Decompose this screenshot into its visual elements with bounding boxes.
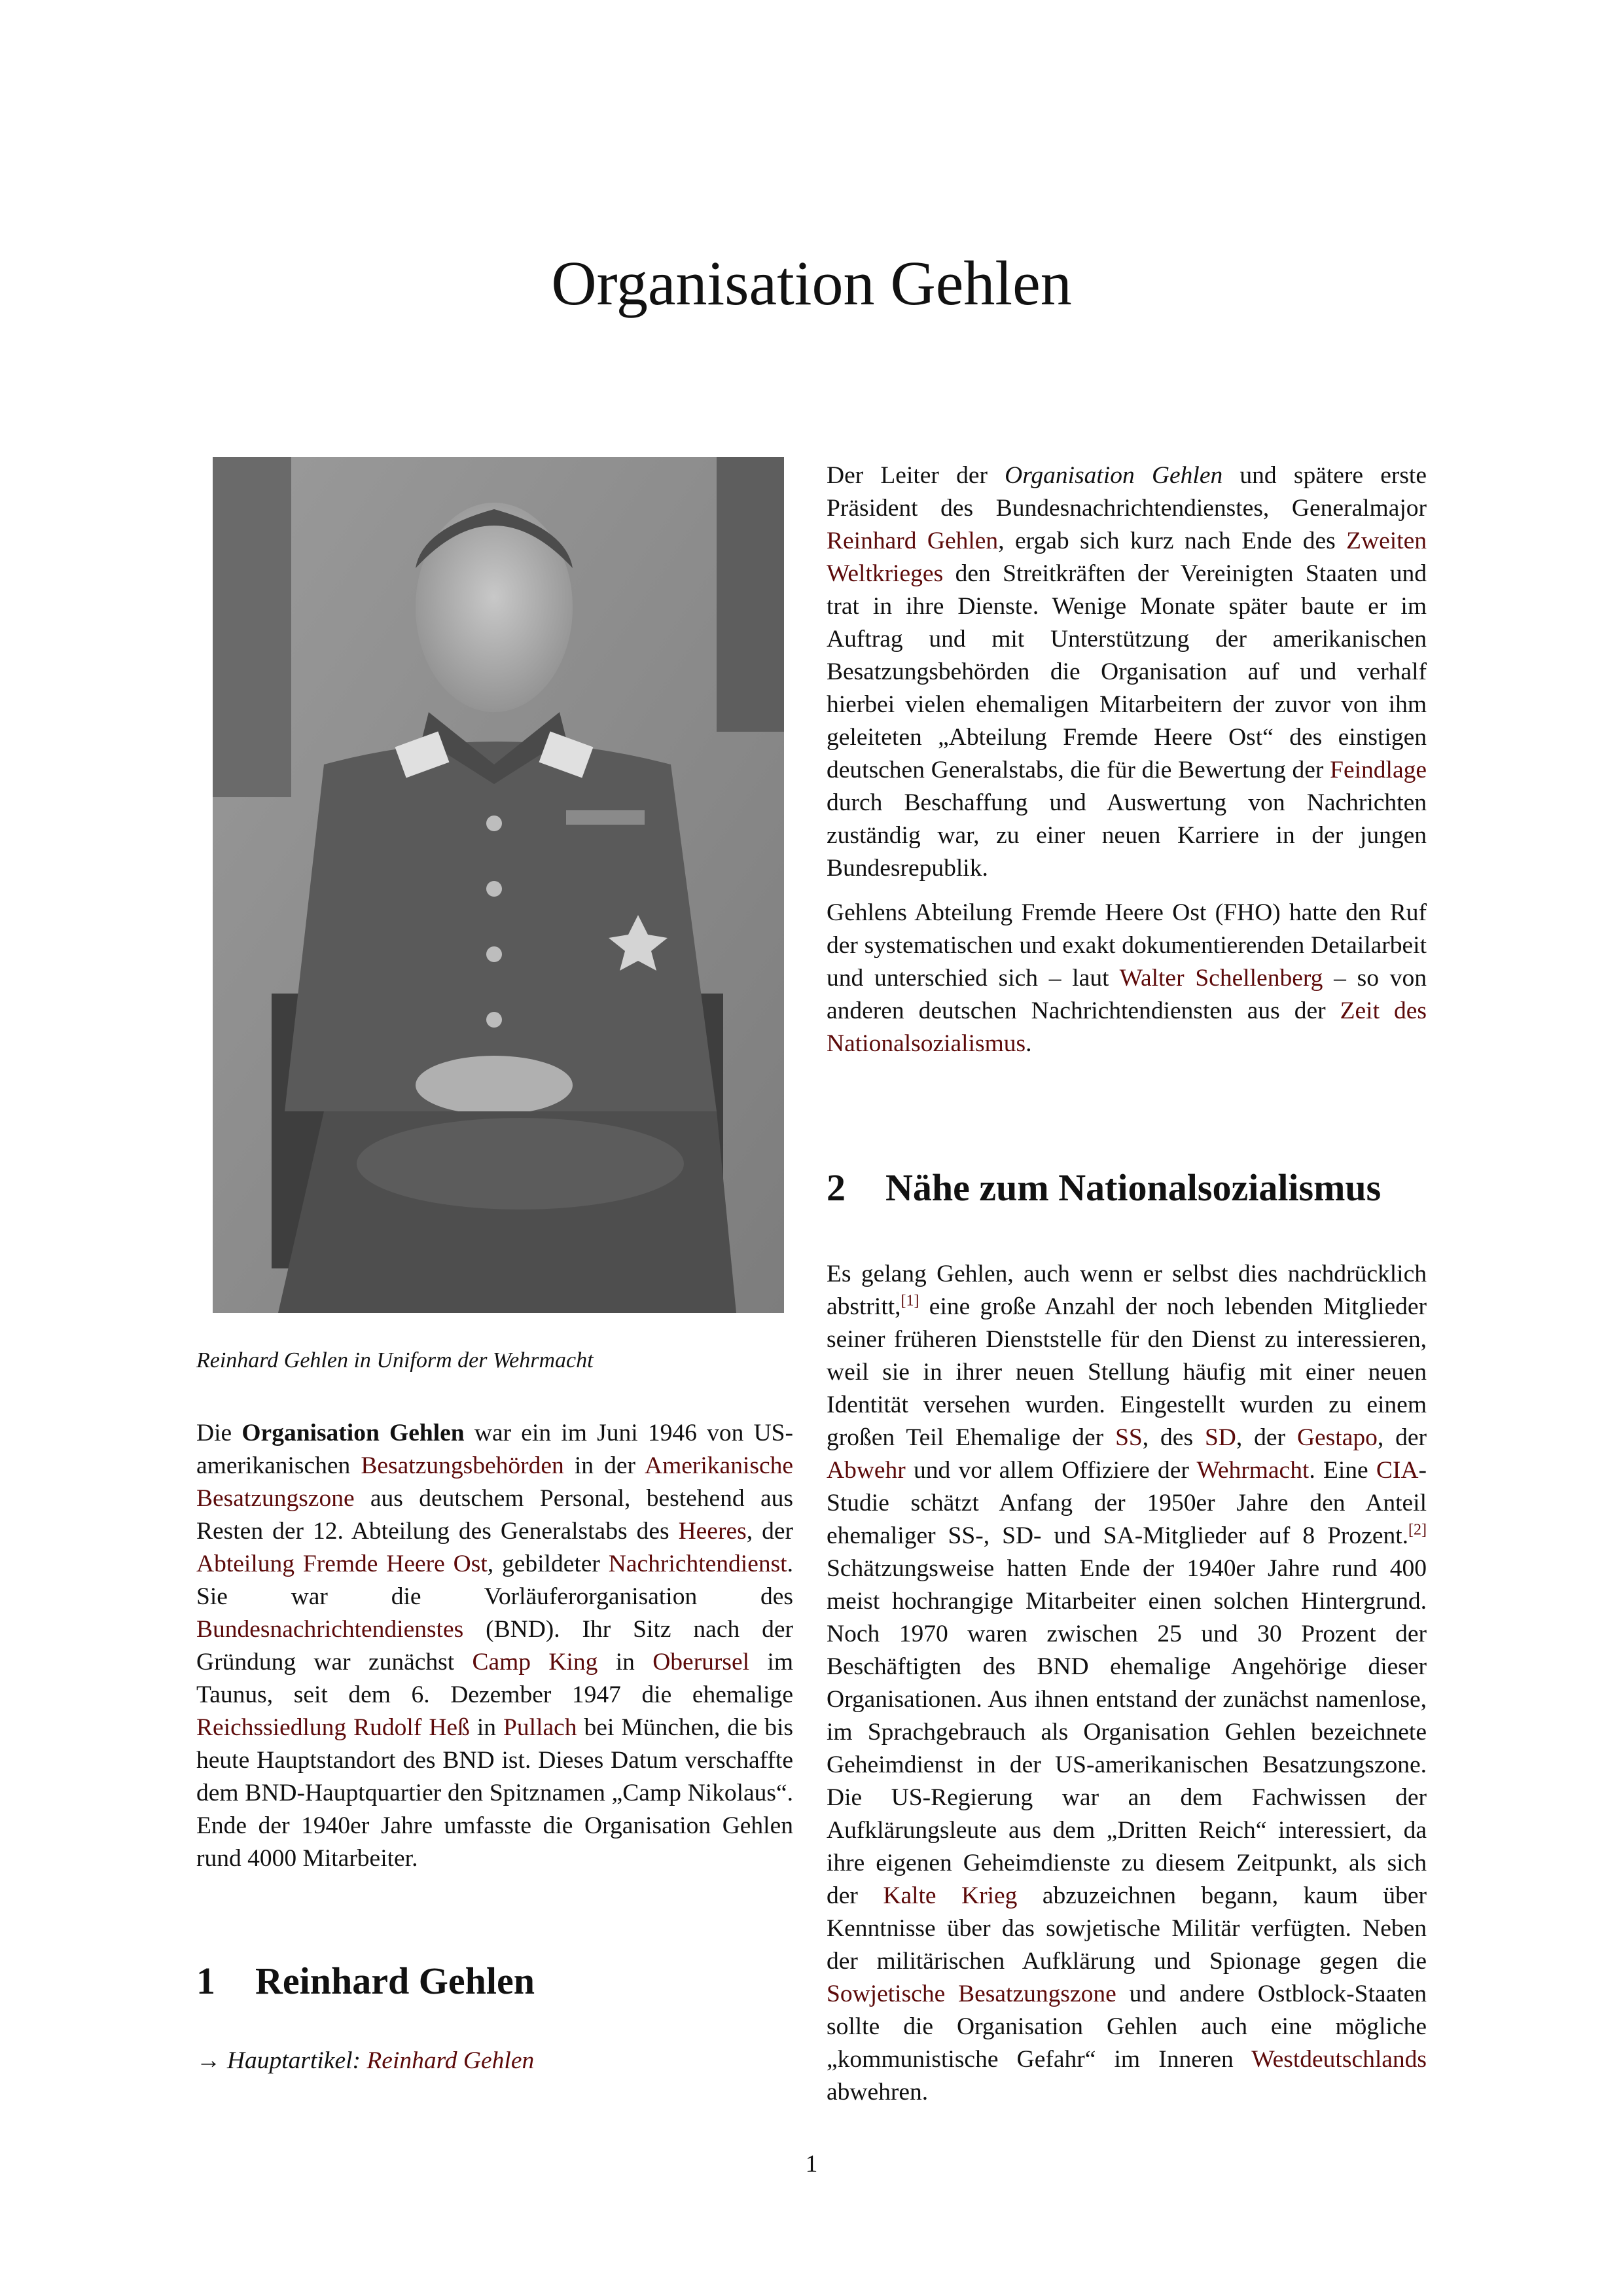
portrait-photo bbox=[213, 457, 784, 1313]
text-run: in der bbox=[563, 1452, 645, 1479]
wiki-link[interactable]: Pullach bbox=[503, 1714, 577, 1741]
citation-ref[interactable]: [2] bbox=[1408, 1521, 1427, 1539]
wiki-link[interactable]: Amerikanische Besatzungszone bbox=[196, 1452, 793, 1512]
text-run: in bbox=[469, 1714, 504, 1741]
wiki-link[interactable]: Abteilung Fremde Heere Ost bbox=[196, 1551, 488, 1577]
citation-ref[interactable]: [1] bbox=[901, 1292, 919, 1310]
text-run: abzuzeichnen begann, kaum über Kenntnisse über das sowjetische Militär verfügten. Neben der militärischen Aufklärung und Spionage gegen die bbox=[827, 1882, 1427, 1975]
text-run: -Studie schätzt Anfang der 1950er Jahre den Anteil ehemaliger SS-, SD- und SA-Mitglieder auf 8 Prozent. bbox=[827, 1457, 1427, 1549]
text-run: , gebildeter bbox=[487, 1551, 609, 1577]
section-title: Reinhard Gehlen bbox=[255, 1960, 535, 2002]
text-run: und spätere erste Präsident des Bundesnachrichtendienstes, Generalmajor bbox=[827, 462, 1427, 522]
wiki-link[interactable]: Westdeutschlands bbox=[1251, 2046, 1427, 2073]
lead-paragraph bbox=[196, 1417, 793, 1875]
text-run: im Taunus, seit dem 6. Dezember 1947 die ehemalige bbox=[196, 1649, 793, 1708]
text-run: – so von anderen deutschen Nachrichtendiensten aus der bbox=[827, 965, 1427, 1024]
section-title: Nähe zum Nationalsozialismus bbox=[885, 1166, 1382, 1209]
text-run: , des bbox=[1142, 1424, 1205, 1451]
text-run: und andere Ostblock-Staaten sollte die Organisation Gehlen auch eine mögliche „kommunistische Gefahr“ im Inneren bbox=[827, 1981, 1427, 2073]
page-number: 1 bbox=[805, 2151, 818, 2178]
page-title: Organisation Gehlen bbox=[551, 248, 1072, 318]
section-heading bbox=[196, 1958, 535, 2004]
text-run: . bbox=[1026, 1030, 1032, 1057]
wiki-link[interactable]: Walter Schellenberg bbox=[1119, 965, 1323, 992]
text-run: bei München, die bis heute Hauptstandort des BND ist. Dieses Datum verschaffte dem BND-Hauptquartier den Spitznamen „Camp Nikolaus“. Ende der 1940er Jahre umfasste die Organisation Gehlen rund 4000 Mitarbeiter. bbox=[196, 1714, 793, 1872]
wiki-link[interactable]: Oberursel bbox=[652, 1649, 750, 1676]
wiki-link[interactable]: SD bbox=[1204, 1424, 1236, 1451]
section2-body bbox=[827, 1258, 1427, 2109]
text-run: und vor allem Offiziere der bbox=[905, 1457, 1197, 1484]
wiki-link[interactable]: Nachrichtendienst bbox=[608, 1551, 787, 1577]
main-article-link[interactable]: Reinhard Gehlen bbox=[366, 2047, 535, 2074]
text-run: , der bbox=[1236, 1424, 1297, 1451]
text-run: eine große Anzahl der noch lebenden Mitglieder seiner früheren Dienststelle für den Dienst zu interessieren, weil sie in ihrer neuen Stellung häufig mit einer neuen Identität versehen wurden. Eingestellt wurden zu einem großen Teil Ehemalige der bbox=[827, 1293, 1427, 1451]
main-article-ref bbox=[196, 2047, 534, 2075]
text-run: . Eine bbox=[1309, 1457, 1376, 1484]
text-run: durch Beschaffung und Auswertung von Nachrichten zuständig war, zu einer neuen Karriere in der jungen Bundesrepublik. bbox=[827, 789, 1427, 882]
text-run: den Streitkräften der Vereinigten Staaten und trat in ihre Dienste. Wenige Monate später baute er im Auftrag und mit Unterstützung der amerikanischen Besatzungsbehörden die Organisation auf und verhalf hierbei vielen ehemaligen Mitarbeitern der zuvor von ihm geleiteten „Abteilung Fremde Heere Ost“ des einstigen deutschen Generalstabs, die für die Bewertung der bbox=[827, 560, 1427, 783]
text-run: Schätzungsweise hatten Ende der 1940er Jahre rund 400 meist hochrangige Mitarbeiter einen solchen Hintergrund. Noch 1970 waren zwischen 25 und 30 Prozent der Beschäftigten des BND ehemalige Angehörige dieser Organisationen. Aus ihnen entstand der zunächst namenlose, im Sprachgebrauch als Organisation Gehlen bezeichnete Geheimdienst in der US-amerikanischen Besatzungszone. Die US-Regierung war an dem Fachwissen der Aufklärungsleute aus dem „Dritten Reich“ interessiert, da ihre eigenen Geheimdienste zu diesem Zeitpunkt, als sich der bbox=[827, 1555, 1427, 1909]
wiki-link[interactable]: Reinhard Gehlen bbox=[827, 528, 999, 554]
section-number: 1 bbox=[196, 1960, 215, 2002]
wiki-link[interactable]: Gestapo bbox=[1296, 1424, 1378, 1451]
text-run: . Sie war die Vorläuferorganisation des bbox=[196, 1551, 793, 1610]
lead-column bbox=[196, 1417, 793, 1875]
text-run: Die bbox=[196, 1420, 242, 1446]
wiki-link[interactable]: Zeit des Nationalsozialismus bbox=[827, 997, 1427, 1057]
intro-paragraph bbox=[827, 897, 1427, 1060]
wiki-link[interactable]: CIA bbox=[1376, 1457, 1419, 1484]
wiki-link[interactable]: Reichssiedlung Rudolf Heß bbox=[196, 1714, 470, 1741]
wiki-link[interactable]: Feindlage bbox=[1330, 757, 1427, 783]
wiki-link[interactable]: Besatzungsbehörden bbox=[361, 1452, 564, 1479]
section-heading bbox=[827, 1165, 1381, 1211]
body-paragraph bbox=[827, 1258, 1427, 2109]
text-run: , der bbox=[1377, 1424, 1427, 1451]
text-run: war ein im Juni 1946 von US-amerikanischen bbox=[196, 1420, 793, 1479]
intro-paragraph bbox=[827, 459, 1427, 885]
wiki-link[interactable]: Kalte Krieg bbox=[883, 1882, 1018, 1909]
italic-term: Organisation Gehlen bbox=[1005, 462, 1223, 489]
figure-caption: Reinhard Gehlen in Uniform der Wehrmacht bbox=[196, 1348, 594, 1372]
wiki-link[interactable]: Sowjetische Besatzungszone bbox=[827, 1981, 1116, 2007]
wiki-link[interactable]: Bundesnachrichtendienstes bbox=[196, 1616, 464, 1643]
intro-column bbox=[827, 459, 1427, 1060]
wiki-link[interactable]: Camp King bbox=[472, 1649, 598, 1676]
text-run: abwehren. bbox=[827, 2079, 929, 2106]
wiki-link[interactable]: Abwehr bbox=[827, 1457, 906, 1484]
text-run: , der bbox=[746, 1518, 793, 1545]
wiki-link[interactable]: Heeres bbox=[678, 1518, 747, 1545]
section-number: 2 bbox=[827, 1166, 846, 1209]
text-run: , ergab sich kurz nach Ende des bbox=[998, 528, 1347, 554]
text-run: Gehlens Abteilung Fremde Heere Ost (FHO) hatte den Ruf der systematischen und exakt dokumentierenden Detailarbeit und unterschied sich – laut bbox=[827, 899, 1427, 992]
main-article-prefix: → Hauptartikel: bbox=[196, 2047, 367, 2074]
wiki-link[interactable]: Zweiten Weltkrieges bbox=[827, 528, 1427, 587]
bold-term: Organisation Gehlen bbox=[241, 1420, 465, 1446]
text-run: in bbox=[597, 1649, 653, 1676]
text-run: Der Leiter der bbox=[827, 462, 1005, 489]
text-run: (BND). Ihr Sitz nach der Gründung war zunächst bbox=[196, 1616, 793, 1676]
wiki-link[interactable]: SS bbox=[1115, 1424, 1143, 1451]
text-run: Es gelang Gehlen, auch wenn er selbst dies nachdrücklich abstritt, bbox=[827, 1261, 1427, 1320]
wiki-link[interactable]: Wehrmacht bbox=[1196, 1457, 1310, 1484]
text-run: aus deutschem Personal, bestehend aus Resten der 12. Abteilung des Generalstabs des bbox=[196, 1485, 793, 1545]
